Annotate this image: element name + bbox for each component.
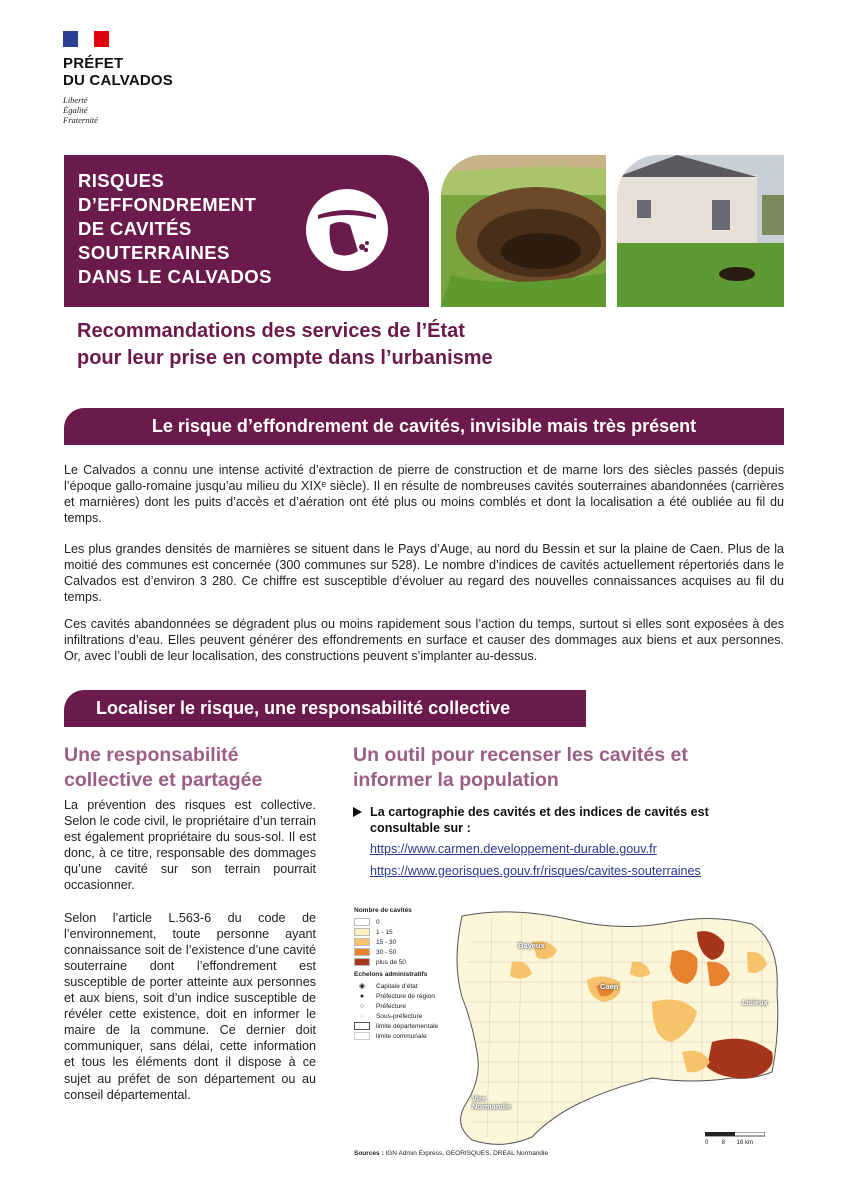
prefet-title: PRÉFET DU CALVADOS: [63, 55, 173, 89]
city-label-bayeux: Bayeux: [518, 941, 545, 950]
paragraph-density: Les plus grandes densités de marnières se situent dans le Pays d’Auge, au nord du Bessin et sur la plaine de Caen. Plus de la moitié des communes est concernée (300 communes sur 528). Le nombre d’indices de cavités actuellement répertoriés dans le Calvados est d’environ 3 280. Ce chiffre est susceptible d’évoluer au regard des nouvelles connaissances acquises au fil du temps.: [64, 542, 784, 604]
map-legend: Nombre de cavités 0 1 - 15 15 - 30 30 - 50 plus de 50 Echelons administratifs ◉ Capitale d’état ● Préfecture de région ○ Préfecture ○ Sous-préfecture limite départementale limite communale: [354, 907, 439, 1040]
sinkhole-photo: [441, 155, 606, 307]
paragraph-history: Le Calvados a connu une intense activité d’extraction de pierre de construction et de marne lors des siècles passés (depuis l’époque gallo-romaine jusqu’au milieu du XIXᵉ siècle). Il en résulte de nombreuses cavités souterraines abandonnées (carrières et marnières) dont les puits d’accès et d’aération ont été plus ou moins comblés et dont la localisation a été oubliée au fil du temps.: [64, 463, 784, 525]
map-sources: Sources : IGN Admin Express, GEORISQUES, DREAL Normandie: [354, 1150, 549, 1157]
subprefecture-icon: ○: [359, 1012, 365, 1020]
link-georisques[interactable]: https://www.georisques.gouv.fr/risques/cavites-souterraines: [370, 864, 701, 878]
paragraph-degradation: Ces cavités abandonnées se dégradent plus ou moins rapidement sous l’action du temps, surtout si elles sont exposées à des infiltrations d’eau. Elles peuvent générer des effondrements en surface et causer des dommages aux biens et aux personnes. Or, avec l’oubli de leur localisation, des constructions peuvent s’implanter au-dessus.: [64, 617, 784, 663]
document-subtitle: Recommandations des services de l’État pour leur prise en compte dans l’urbanisme: [77, 320, 493, 369]
section-band-risk: Le risque d’effondrement de cavités, invisible mais très présent: [64, 408, 784, 445]
sinkhole-icon: [306, 189, 388, 271]
paragraph-article: Selon l’article L.563-6 du code de l’environnement, toute personne ayant connaissance soit de l’existence d’une cavité souterraine dont l’effondrement est susceptible de porter atteinte aux personnes et aux biens, soit d’un indice susceptible de révéler cette existence, doit en informer le maire de la commune. Ce dernier doit communiquer, sans délai, cette information et tous les éléments dont il dispose à ce sujet au préfet de son département ou au conseil départemental.: [64, 910, 316, 1102]
prefecture-icon: ○: [359, 1002, 365, 1010]
legend-swatch-0: [354, 918, 370, 926]
bullet-cartography: La cartographie des cavités et des indices de cavités est consultable sur :: [353, 804, 773, 836]
responsibility-text: [64, 797, 316, 1103]
devise: Liberté Égalité Fraternité: [63, 95, 98, 125]
city-label-normandie: Normandie: [472, 1102, 512, 1111]
document-title: RISQUES D’EFFONDREMENT DE CAVITÉS SOUTERRAINES DANS LE CALVADOS: [78, 170, 272, 287]
city-label-vire: Vire: [472, 1094, 487, 1103]
city-label-lisieux: Lisieux: [742, 998, 768, 1007]
region-prefecture-icon: ●: [359, 992, 365, 1000]
heading-tool: Un outil pour recenser les cavités et informer la population: [353, 744, 688, 791]
capital-icon: ◉: [358, 982, 366, 990]
title-banner: [64, 155, 429, 307]
triangle-bullet-icon: [353, 807, 362, 817]
legend-swatch-2: [354, 938, 370, 946]
prefecture-logo: [63, 31, 173, 125]
paragraph-civil-code: La prévention des risques est collective. Selon le code civil, le propriétaire d’un terrain est également propriétaire du sous-sol. Il est donc, à ce titre, responsable des dommages qu’une cavité sur son terrain pourrait occasionner.: [64, 798, 316, 893]
link-carmen[interactable]: https://www.carmen.developpement-durable.gouv.fr: [370, 842, 657, 856]
department-boundary-swatch: [354, 1022, 370, 1030]
commune-boundary-swatch: [354, 1032, 370, 1040]
house-sinkhole-photo: [617, 155, 784, 307]
legend-swatch-4: [354, 958, 370, 966]
map-scale: 0 8 16 km: [705, 1132, 765, 1146]
legend-swatch-3: [354, 948, 370, 956]
city-label-caen: Caen: [600, 982, 619, 991]
section-band-responsibility: Localiser le risque, une responsabilité collective: [64, 690, 586, 727]
legend-swatch-1: [354, 928, 370, 936]
marianne-flag-icon: [63, 31, 109, 47]
heading-shared-responsibility: Une responsabilité collective et partagée: [64, 744, 263, 791]
